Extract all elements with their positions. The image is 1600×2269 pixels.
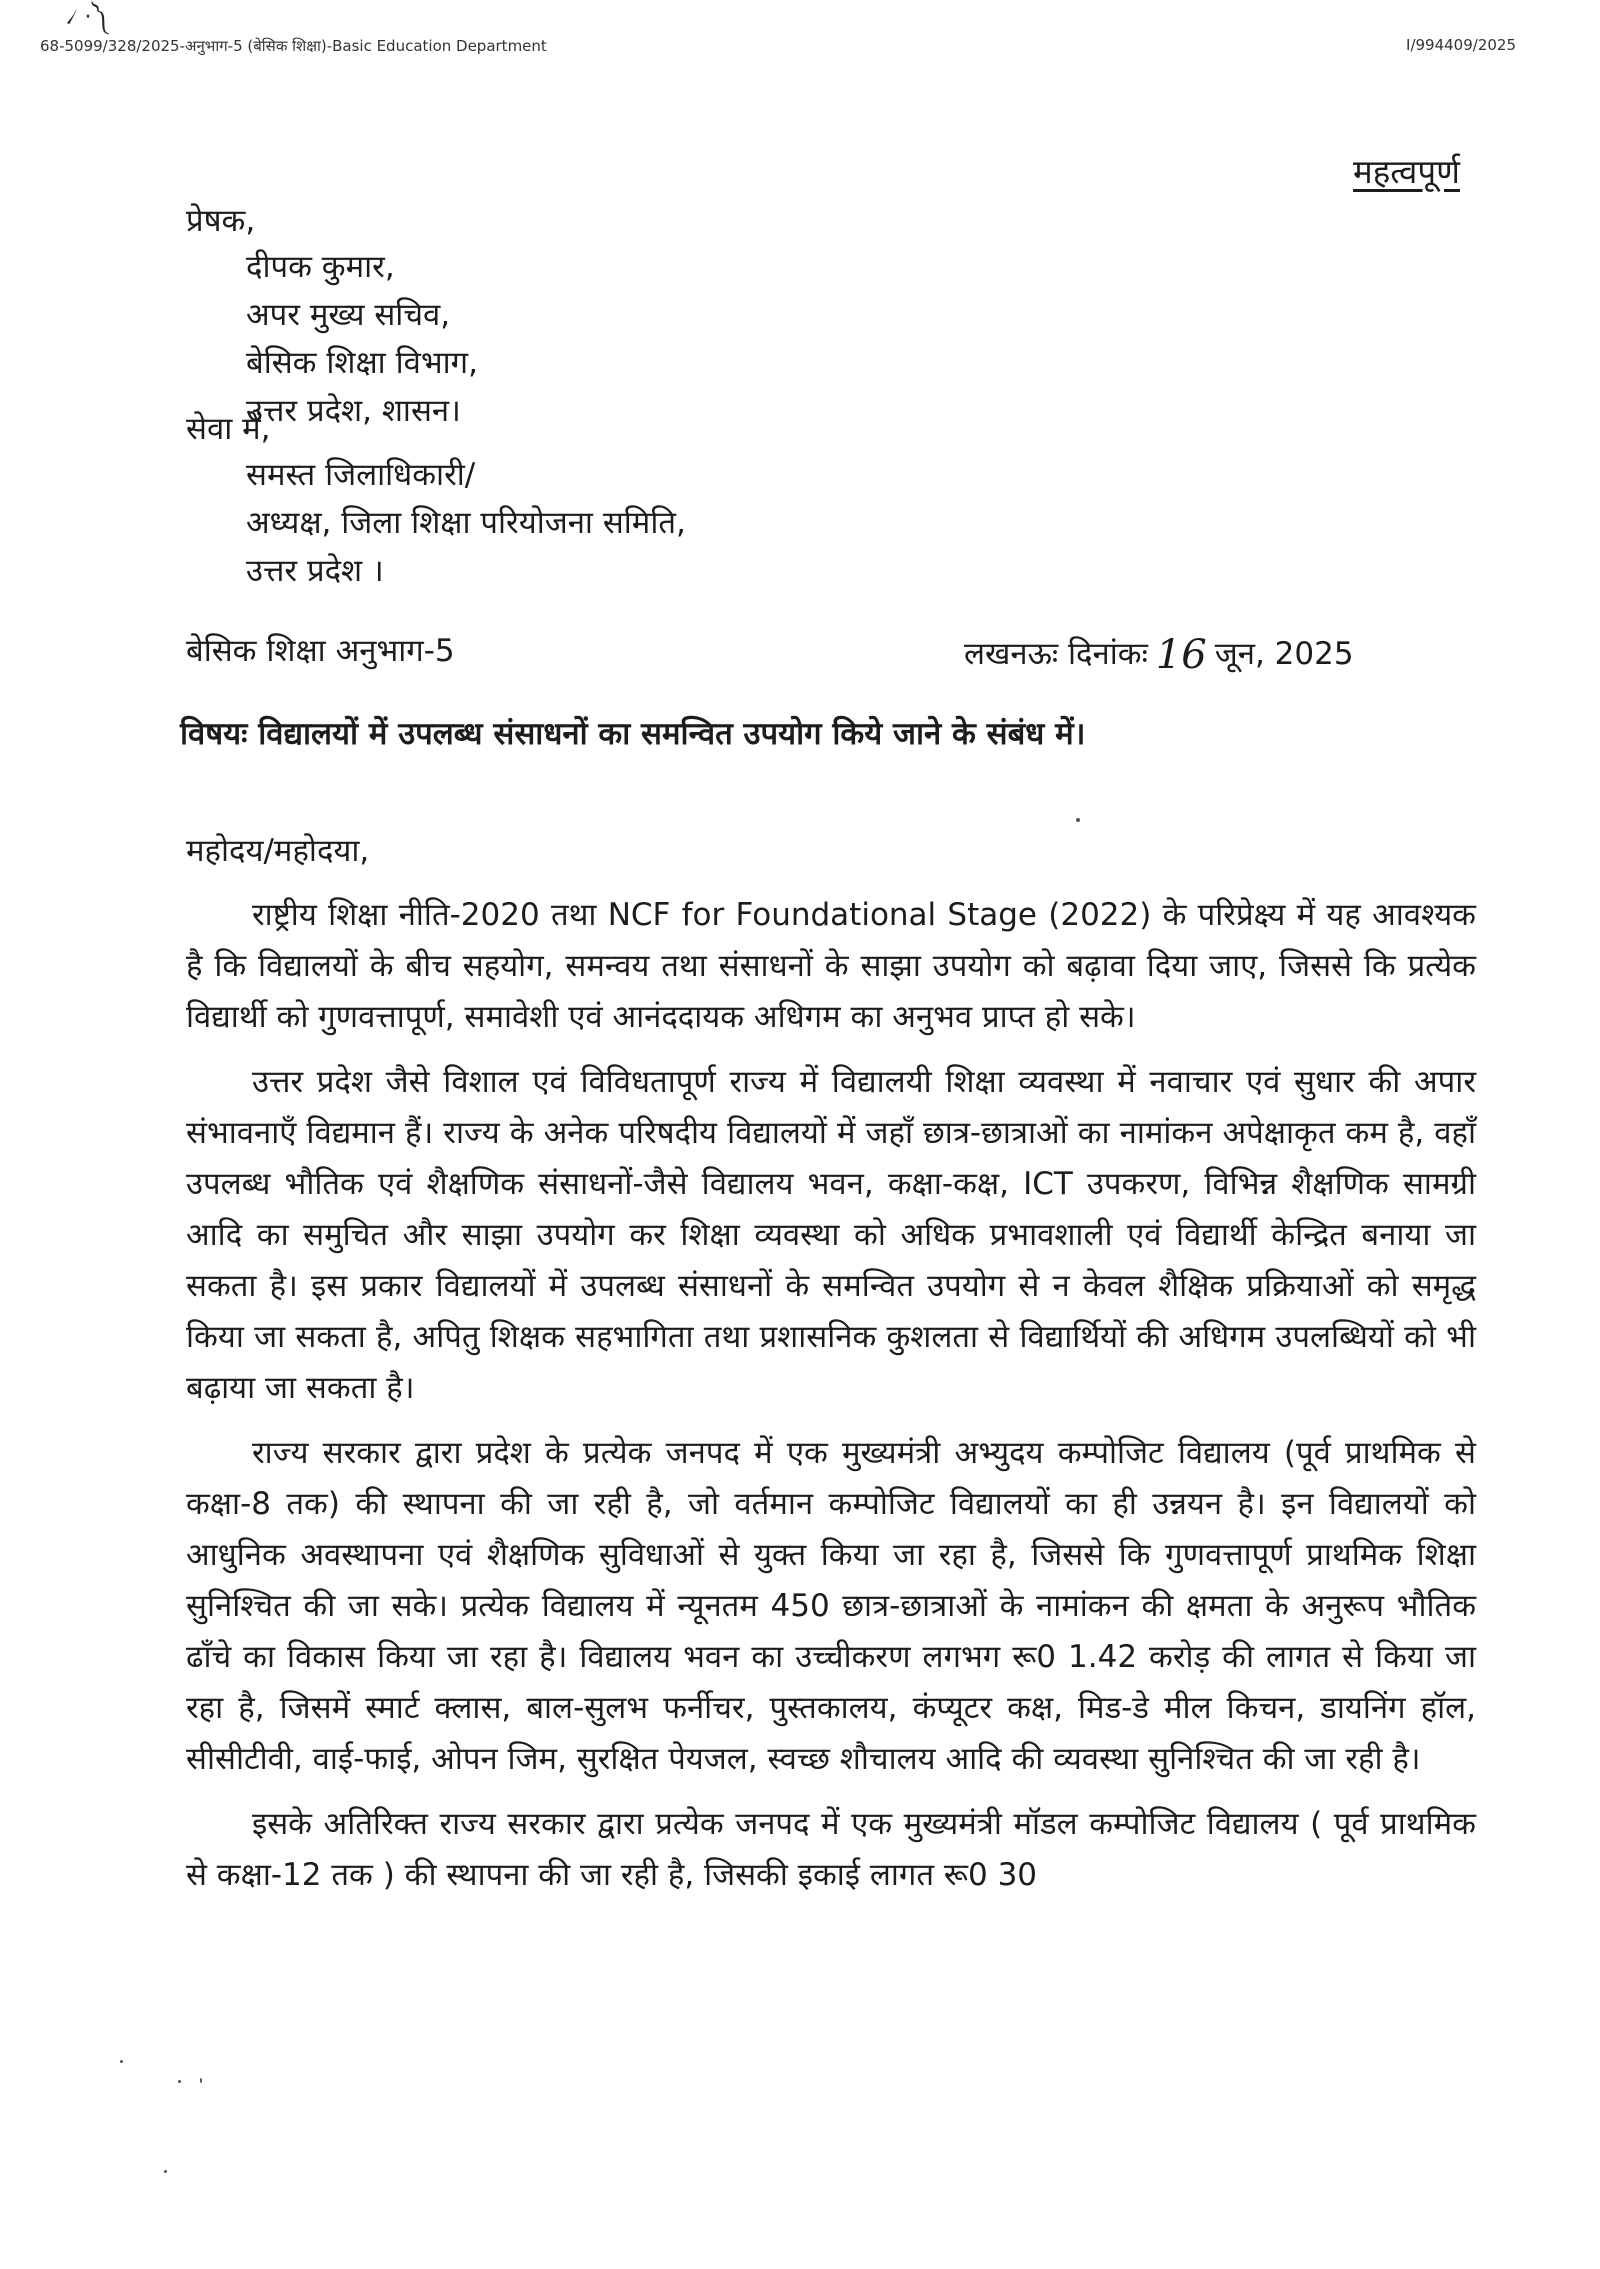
place-date-prefix: लखनऊः दिनांकः [964, 636, 1148, 672]
sender-government: उत्तर प्रदेश, शासन। [246, 393, 461, 429]
sender-block [246, 244, 478, 436]
recipient-line: अध्यक्ष, जिला शिक्षा परियोजना समिति, [246, 505, 686, 541]
subject-line: विषयः विद्यालयों में उपलब्ध संसाधनों का समन्वित उपयोग किये जाने के संबंध में। [180, 716, 1086, 752]
recipient-line: समस्त जिलाधिकारी/ [246, 457, 476, 493]
corner-stamp-mark: ৴ ·༽ [66, 5, 108, 30]
sender-heading: प्रेषक, [186, 203, 256, 239]
document-id: I/994409/2025 [1406, 36, 1516, 54]
scan-speck [200, 2078, 202, 2083]
scan-speck [178, 2080, 181, 2083]
date-day-handwritten: 16 [1155, 632, 1207, 678]
scan-speck [164, 2170, 167, 2173]
sender-name: दीपक कुमार, [246, 249, 395, 285]
date-month-year: जून, 2025 [1214, 636, 1354, 672]
recipient-line: उत्तर प्रदेश । [246, 553, 384, 589]
body-paragraph: राष्ट्रीय शिक्षा नीति-2020 तथा NCF for Foundational Stage (2022) के परिप्रेक्ष्य में यह आवश्यक है कि विद्यालयों के बीच सहयोग, समन्वय तथा संसाधनों के साझा उपयोग को बढ़ावा दिया जाए, जिससे कि प्रत्येक विद्यार्थी को गुणवत्तापूर्ण, समावेशी एवं आनंददायक अधिगम का अनुभव प्राप्त हो सके। [186, 897, 1476, 1035]
sender-department: बेसिक शिक्षा विभाग, [246, 345, 478, 381]
body-paragraph: इसके अतिरिक्त राज्य सरकार द्वारा प्रत्येक जनपद में एक मुख्यमंत्री मॉडल कम्पोजिट विद्यालय ( पूर्व प्राथमिक से कक्षा-12 तक ) की स्थापना की जा रही है, जिसकी इकाई लागत रू0 30 [186, 1806, 1476, 1893]
body-paragraph: राज्य सरकार द्वारा प्रदेश के प्रत्येक जनपद में एक मुख्यमंत्री अभ्युदय कम्पोजिट विद्यालय (पूर्व प्राथमिक से कक्षा-8 तक) की स्थापना की जा रही है, जो वर्तमान कम्पोजिट विद्यालयों का ही उन्नयन है। इन विद्यालयों को आधुनिक अवस्थापना एवं शैक्षणिक सुविधाओं से युक्त किया जा रहा है, जिससे कि गुणवत्तापूर्ण प्राथमिक शिक्षा सुनिश्चित की जा सके। प्रत्येक विद्यालय में न्यूनतम 450 छात्र-छात्राओं के नामांकन की क्षमता के अनुरूप भौतिक ढाँचे का विकास किया जा रहा है। विद्यालय भवन का उच्चीकरण लगभग रू0 1.42 करोड़ की लागत से किया जा रहा है, जिसमें स्मार्ट क्लास, बाल-सुलभ फर्नीचर, पुस्तकालय, कंप्यूटर कक्ष, मिड-डे मील किचन, डायनिंग हॉल, सीसीटीवी, वाई-फाई, ओपन जिम, सुरक्षित पेयजल, स्वच्छ शौचालय आदि की व्यवस्था सुनिश्चित की जा रही है। [186, 1435, 1476, 1777]
body-paragraph: उत्तर प्रदेश जैसे विशाल एवं विविधतापूर्ण राज्य में विद्यालयी शिक्षा व्यवस्था में नवाचार एवं सुधार की अपार संभावनाएँ विद्यमान हैं। राज्य के अनेक परिषदीय विद्यालयों में जहाँ छात्र-छात्राओं का नामांकन अपेक्षाकृत कम है, वहाँ उपलब्ध भौतिक एवं शैक्षणिक संसाधनों-जैसे विद्यालय भवन, कक्षा-कक्ष, ICT उपकरण, विभिन्न शैक्षणिक सामग्री आदि का समुचित और साझा उपयोग कर शिक्षा व्यवस्था को अधिक प्रभावशाली एवं विद्यार्थी केन्द्रित बनाया जा सकता है। इस प्रकार विद्यालयों में उपलब्ध संसाधनों के समन्वित उपयोग से न केवल शैक्षिक प्रक्रियाओं को समृद्ध किया जा सकता है, अपितु शिक्षक सहभागिता तथा प्रशासनिक कुशलता से विद्यार्थियों की अधिगम उपलब्धियों को भी बढ़ाया जा सकता है। [186, 1064, 1476, 1406]
letter-body [186, 890, 1476, 1915]
place-date [964, 628, 1354, 677]
sender-designation: अपर मुख्य सचिव, [246, 297, 451, 333]
recipient-heading: सेवा में, [186, 411, 271, 447]
section-name: बेसिक शिक्षा अनुभाग-5 [186, 633, 455, 669]
importance-label: महत्वपूर्ण [1353, 152, 1460, 191]
salutation: महोदय/महोदया, [186, 833, 370, 869]
file-reference: 68-5099/328/2025-अनुभाग-5 (बेसिक शिक्षा)-Basic Education Department [40, 37, 547, 55]
scan-speck [1076, 818, 1080, 822]
scan-speck [120, 2060, 123, 2063]
recipient-block [246, 452, 686, 596]
